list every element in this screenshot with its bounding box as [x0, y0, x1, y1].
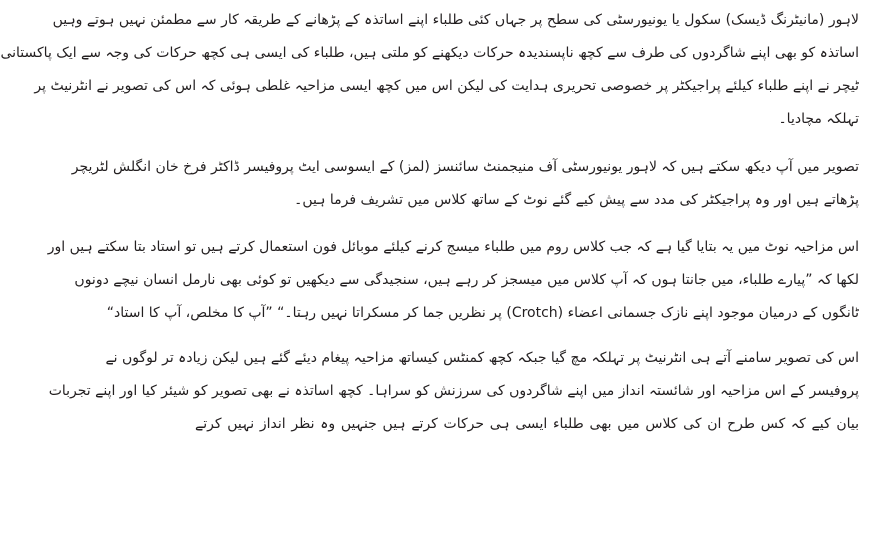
paragraph-line: ٹانگوں کے درمیان موجود اپنے نازک جسمانی اعضاء (Crotch) پر نظریں جما کر مسکراتا نہیں رہتا۔“ ”آپ کا مخلص، آپ کا استاد“ — [106, 305, 859, 321]
paragraph-line: ٹیچر نے اپنے طلباء کیلئے پراجیکٹر پر خصوصی تحریری ہدایت کی لیکن اس میں کچھ ایسی مزاحیہ غلطی ہوئی کہ اس کی تصویر نے انٹرنیٹ پر — [34, 78, 859, 94]
paragraph-line: اس کی تصویر سامنے آتے ہی انٹرنیٹ پر تہلکہ مچ گیا جبکہ کچھ کمنٹس کیساتھ مزاحیہ پیغام دیئے گئے ہیں لیکن زیادہ تر لوگوں نے — [105, 350, 859, 366]
article-paragraph — [0, 4, 859, 136]
paragraph-line: پروفیسر کے اس مزاحیہ اور شائستہ انداز میں اپنے شاگردوں کی سرزنش کو سراہا۔ کچھ اساتذہ نے بھی تصویر کو شیئر کیا اور اپنے تجربات — [48, 383, 859, 399]
article-body — [0, 4, 859, 539]
article-paragraph — [47, 231, 859, 330]
article-paragraph — [71, 151, 859, 217]
paragraph-line: اساتذہ کو بھی اپنے شاگردوں کی طرف سے کچھ ناپسندیدہ حرکات دیکھنے کو ملتی ہیں، طلباء کی ایسی ہی کچھ حرکات کی وجہ سے ایک پاکستانی — [0, 45, 859, 61]
paragraph-line: بیان کیے کہ کس طرح ان کی کلاس میں بھی طلباء ایسی ہی حرکات کرتے ہیں جنہیں وہ نظر انداز نہیں کرتے — [195, 416, 859, 432]
paragraph-line: لکھا کہ ”پیارے طلباء، میں جانتا ہوں کہ آپ کلاس میں میسجز کر رہے ہیں، سنجیدگی سے دیکھیں تو کوئی بھی نارمل انسان نیچے دونوں — [74, 272, 859, 288]
paragraph-line: لاہور (مانیٹرنگ ڈیسک) سکول یا یونیورسٹی کی سطح پر جہاں کئی طلباء اپنے اساتذہ کے پڑھانے کے طریقہ کار سے مطمئن نہیں ہوتے وہیں — [52, 12, 859, 28]
paragraph-line: پڑھاتے ہیں اور وہ پراجیکٹر کی مدد سے پیش کیے گئے نوٹ کے ساتھ کلاس میں تشریف فرما ہیں۔ — [294, 192, 859, 208]
article-paragraph — [48, 342, 859, 441]
paragraph-line: تصویر میں آپ دیکھ سکتے ہیں کہ لاہور یونیورسٹی آف منیجمنٹ سائنسز (لمز) کے ایسوسی ایٹ پروفیسر ڈاکٹر فرخ خان انگلش لٹریچر — [71, 159, 859, 175]
paragraph-line: تہلکہ مچادیا۔ — [778, 111, 859, 127]
paragraph-line: اس مزاحیہ نوٹ میں یہ بتایا گیا ہے کہ جب کلاس روم میں طلباء میسج کرنے کیلئے موبائل فون استعمال کرتے ہیں تو استاد بتا سکتے ہیں اور — [47, 239, 859, 255]
